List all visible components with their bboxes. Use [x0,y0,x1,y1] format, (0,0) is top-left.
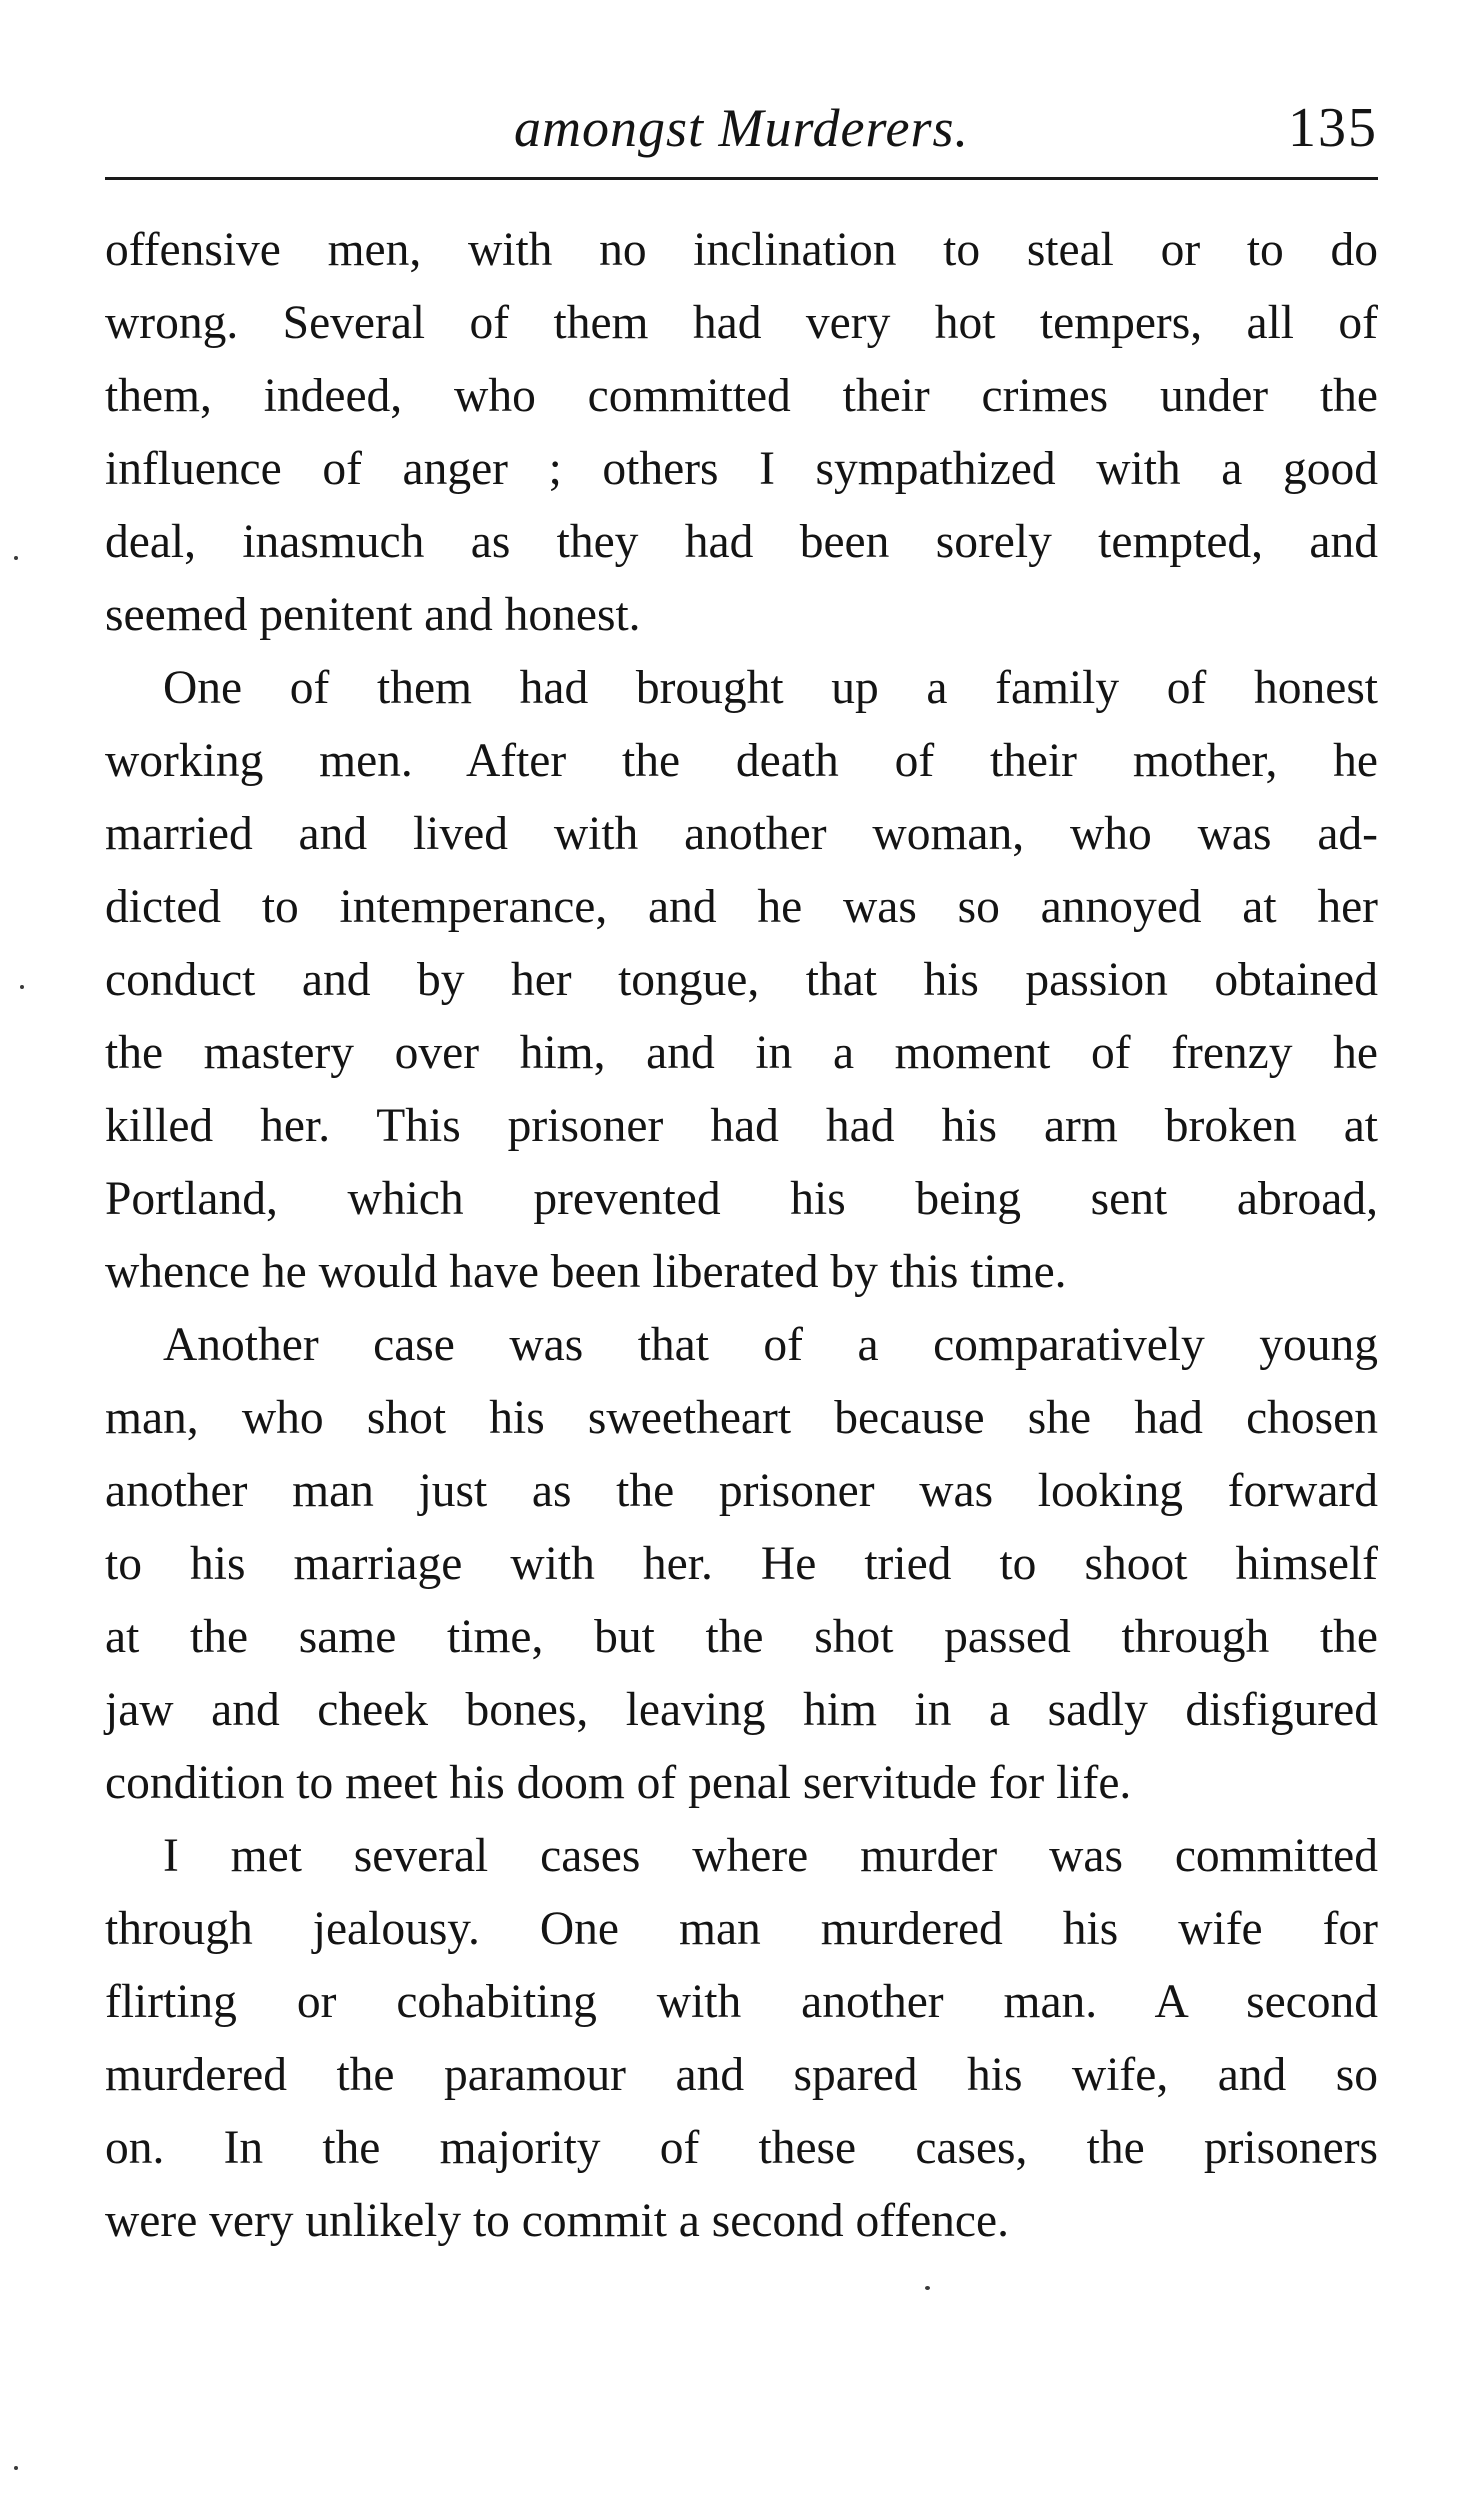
text-line: seemed penitent and honest. [105,589,641,641]
paragraph-1 [105,214,1378,652]
text-line: the mastery over him, and in a moment of frenzy he [105,1027,1378,1079]
text-line: wrong. Several of them had very hot tempers, all of [105,297,1378,349]
print-speck [14,556,18,560]
text-line: killed her. This prisoner had had his arm broken at [105,1100,1378,1152]
text-line: Portland, which prevented his being sent abroad, [105,1173,1378,1225]
print-speck [14,2466,18,2470]
text-line: dicted to intemperance, and he was so annoyed at her [105,881,1378,933]
text-line: them, indeed, who committed their crimes under the [105,370,1378,422]
text-line: influence of anger ; others I sympathized with a good [105,443,1378,495]
text-line: through jealousy. One man murdered his wife for [105,1903,1378,1955]
header-rule [105,177,1378,180]
text-line: deal, inasmuch as they had been sorely tempted, and [105,516,1378,568]
text-line: to his marriage with her. He tried to shoot himself [105,1538,1378,1590]
text-line: jaw and cheek bones, leaving him in a sadly disfigured [105,1684,1378,1736]
text-line: One of them had brought up a family of honest [163,662,1378,714]
body-text [105,214,1378,2258]
text-line: were very unlikely to commit a second offence. [105,2195,1009,2247]
text-line: Another case was that of a comparatively young [163,1319,1378,1371]
text-line: married and lived with another woman, who was ad- [105,808,1378,860]
text-line: at the same time, but the shot passed through the [105,1611,1378,1663]
text-line: man, who shot his sweetheart because she had chosen [105,1392,1378,1444]
text-line: whence he would have been liberated by this time. [105,1246,1067,1298]
text-line: conduct and by her tongue, that his passion obtained [105,954,1378,1006]
print-speck [20,985,24,989]
running-head [105,88,1378,168]
text-line: working men. After the death of their mother, he [105,735,1378,787]
text-line: offensive men, with no inclination to steal or to do [105,224,1378,276]
text-line: I met several cases where murder was committed [163,1830,1378,1882]
paragraph-2 [105,652,1378,1309]
print-speck [925,2286,930,2290]
running-title: amongst Murderers. [514,98,969,158]
paragraph-4 [105,1820,1378,2258]
page-number: 135 [1288,97,1378,159]
text-line: on. In the majority of these cases, the prisoners [105,2122,1378,2174]
text-line: flirting or cohabiting with another man. A second [105,1976,1378,2028]
text-line: murdered the paramour and spared his wife, and so [105,2049,1378,2101]
text-line: condition to meet his doom of penal servitude for life. [105,1757,1132,1809]
text-line: another man just as the prisoner was looking forward [105,1465,1378,1517]
paragraph-3 [105,1309,1378,1820]
